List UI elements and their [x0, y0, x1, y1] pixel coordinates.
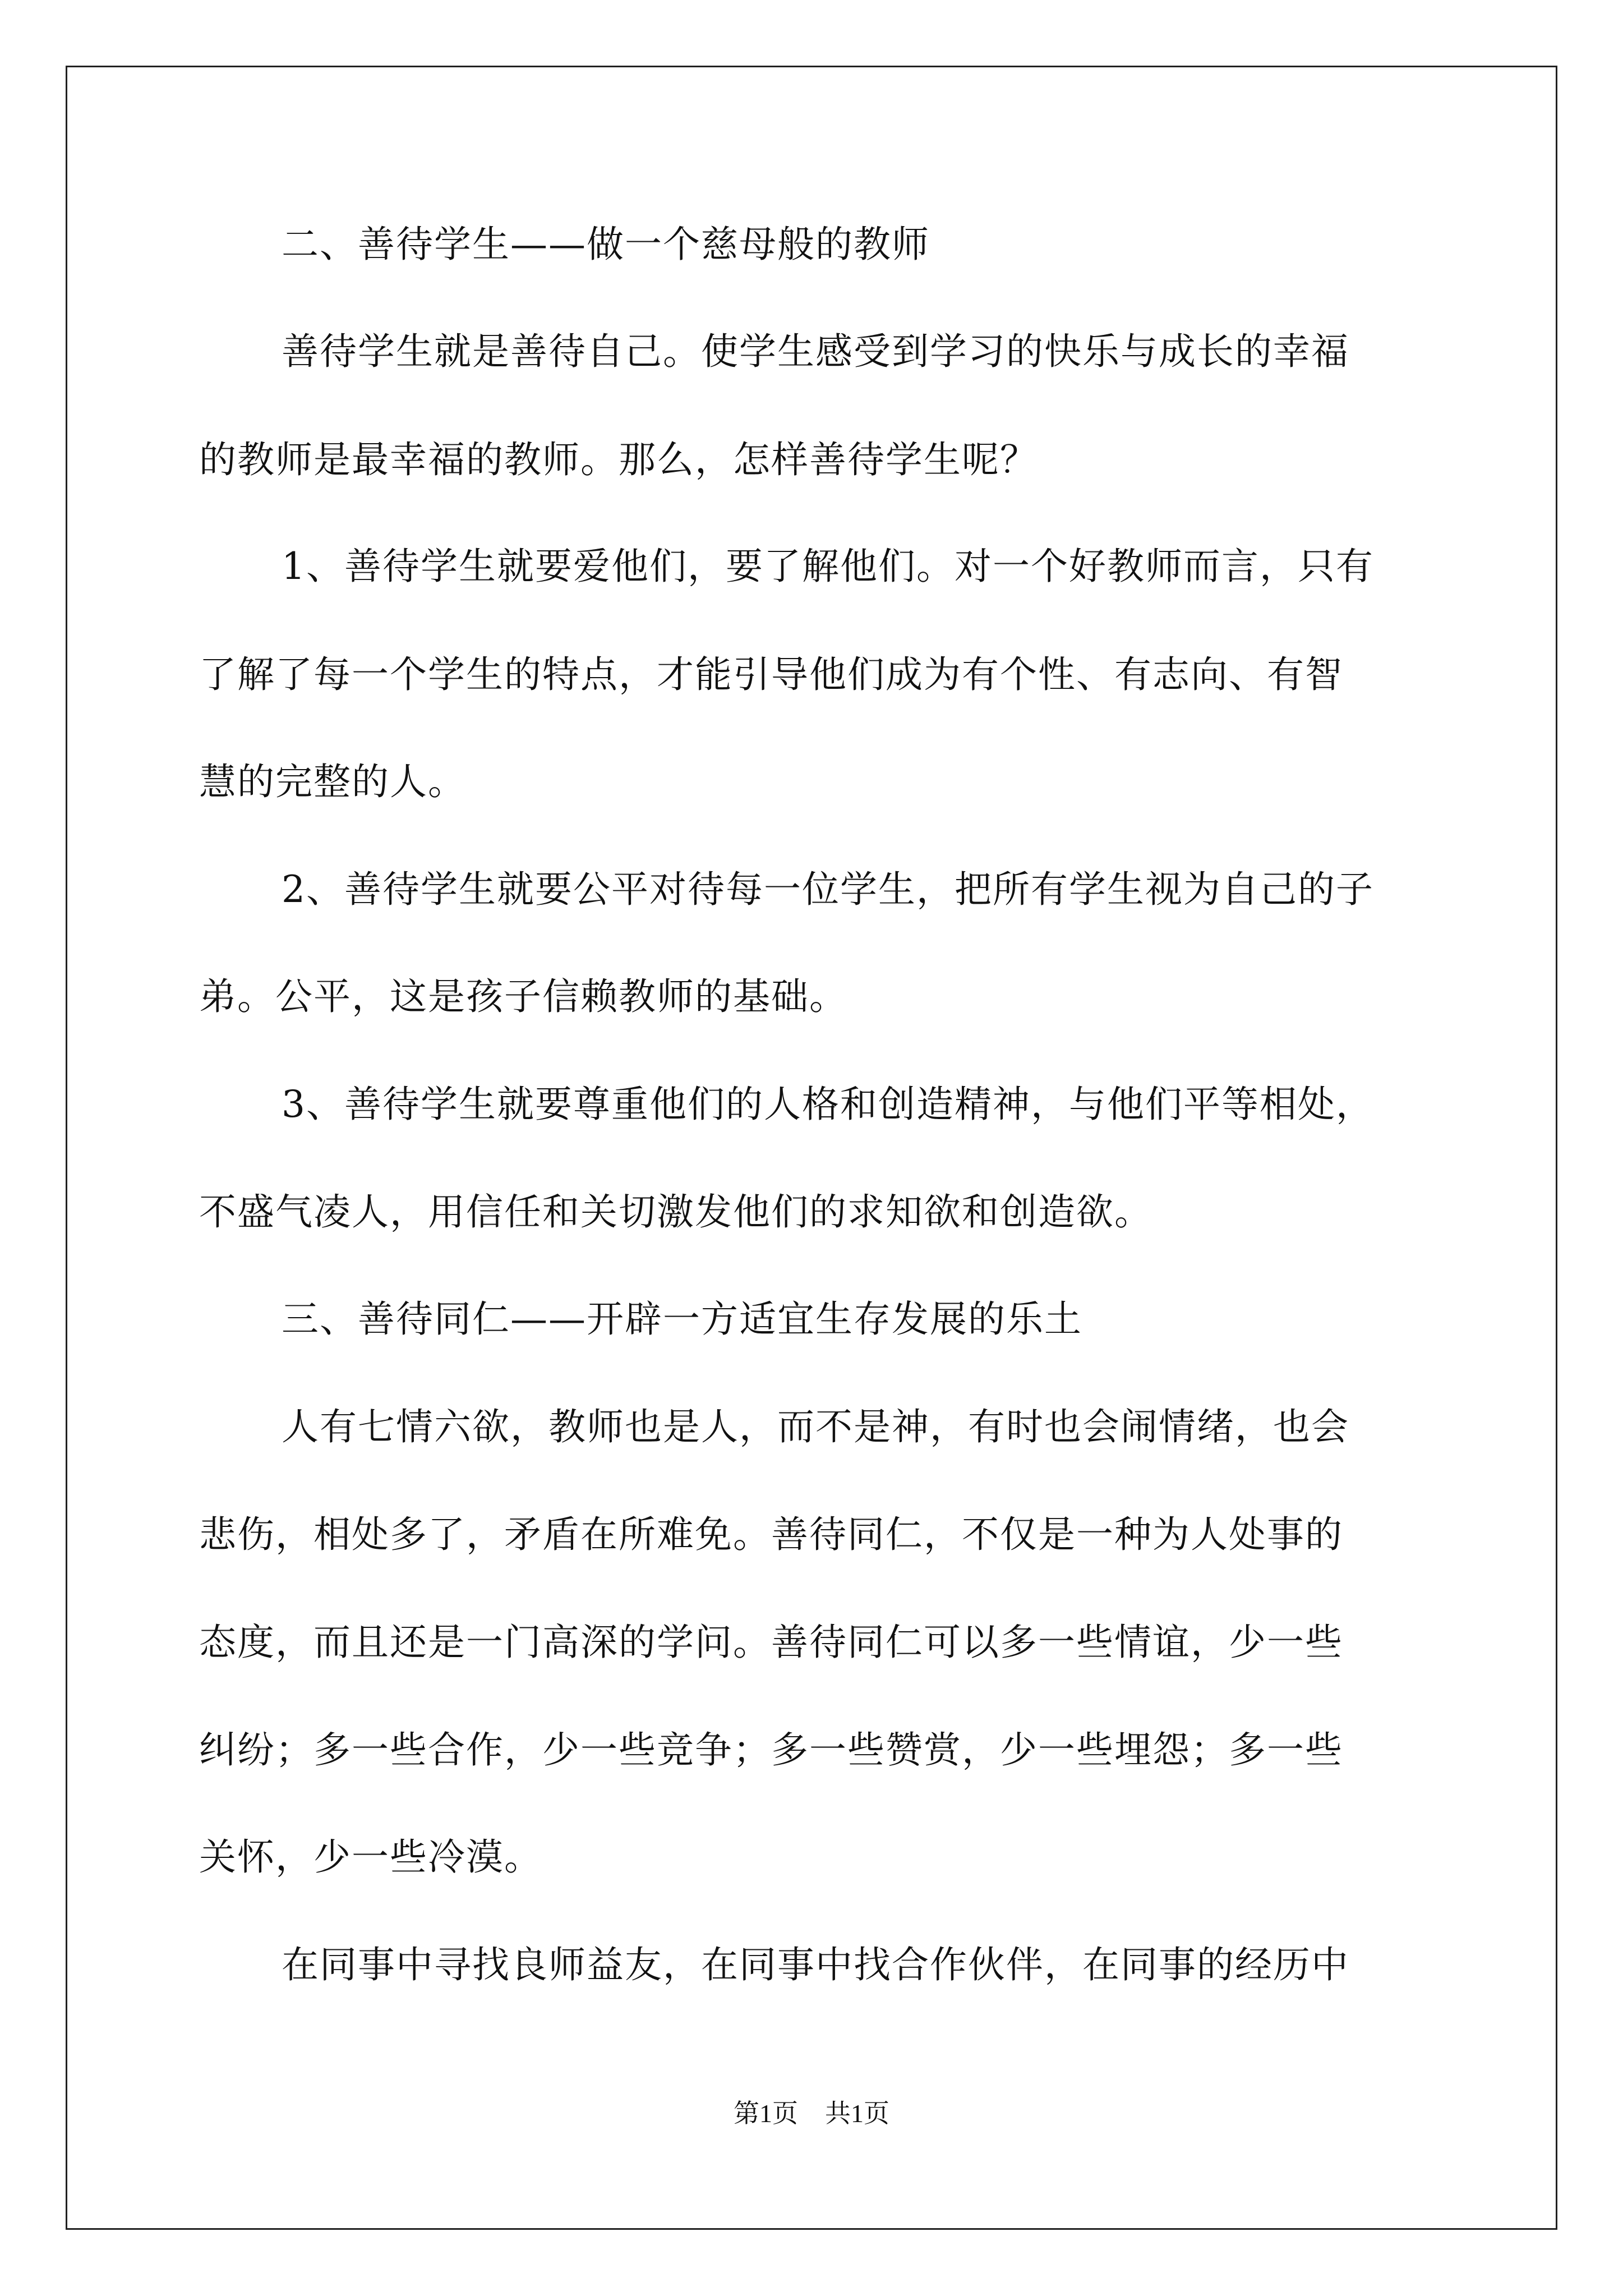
paragraph-line: 人有七情六欲，教师也是人，而不是神，有时也会闹情绪，也会: [282, 1405, 1349, 1448]
paragraph-line: 的教师是最幸福的教师。那么，怎样善待学生呢？: [199, 438, 1038, 481]
paragraph-line: 1、善待学生就要爱他们，要了解他们。对一个好教师而言，只有: [282, 545, 1374, 588]
paragraph-line: 悲伤，相处多了，矛盾在所难免。善待同仁，不仅是一种为人处事的: [199, 1513, 1343, 1556]
paragraph-line: 3、善待学生就要尊重他们的人格和创造精神，与他们平等相处，: [282, 1083, 1374, 1126]
page-number: 第1页: [734, 2099, 798, 2128]
page-footer: [0, 2098, 1623, 2129]
paragraph-line: 关怀，少一些冷漠。: [199, 1835, 542, 1879]
paragraph-line: 在同事中寻找良师益友，在同事中找合作伙伴，在同事的经历中: [282, 1943, 1349, 1986]
paragraph-line: 2、善待学生就要公平对待每一位学生，把所有学生视为自己的子: [282, 868, 1374, 911]
paragraph-line: 不盛气凌人，用信任和关切激发他们的求知欲和创造欲。: [199, 1190, 1152, 1234]
paragraph-line: 了解了每一个学生的特点，才能引导他们成为有个性、有志向、有智: [199, 653, 1343, 696]
paragraph-line: 善待学生就是善待自己。使学生感受到学习的快乐与成长的幸福: [282, 330, 1349, 373]
heading-section-three: 三、善待同仁——开辟一方适宜生存发展的乐土: [282, 1297, 1082, 1341]
heading-section-two: 二、善待学生——做一个慈母般的教师: [282, 223, 930, 266]
paragraph-line: 纠纷；多一些合作，少一些竞争；多一些赞赏，少一些埋怨；多一些: [199, 1728, 1343, 1772]
page-border: [66, 66, 1557, 2230]
page-total: 共1页: [825, 2099, 889, 2128]
paragraph-line: 弟。公平，这是孩子信赖教师的基础。: [199, 975, 847, 1018]
paragraph-line: 慧的完整的人。: [199, 760, 466, 803]
paragraph-line: 态度，而且还是一门高深的学问。善待同仁可以多一些情谊，少一些: [199, 1621, 1343, 1664]
